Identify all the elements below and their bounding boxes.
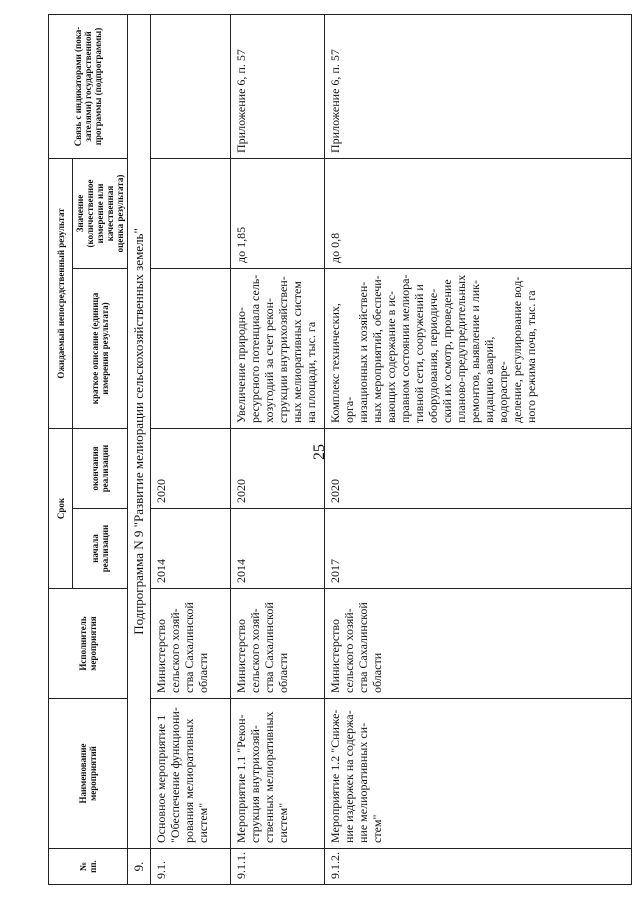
col-header-name: Наименование мероприятий [49,699,128,849]
col-header-term-end: окончания реализации [73,428,128,508]
col-header-term: Срок [49,428,73,588]
row-link: Приложение 6, п. 57 [231,14,325,158]
row-end: 2020 [151,428,231,508]
col-header-executor: Исполнитель мероприятия [49,589,128,699]
row-name: Основное мероприятие 1 "Обеспечение функциони- рования мелиоративных систем" [151,699,231,849]
row-value [151,158,231,268]
col-header-result-desc: краткое описание (единица измерения результата) [73,268,128,428]
row-name: Мероприятие 1.1 "Рекон- струкция внутрихозяй- ственных мелиоративных систем" [231,699,325,849]
col-header-link: Связь с индикаторами (пока- зателями) государственной программы (подпрограммы) [49,14,128,158]
row-end: 2020 [231,428,325,508]
col-header-num: № пп. [49,849,128,885]
row-desc: Комплекс технических, орга- низационных и хозяйствен- ных мероприятий, обеспечи- вающих содержание в ис- правном состоянии мелиора- тивной сети, сооружений и оборудования, периодиче- ский их осмотр, проведение планово-предупредительных ремонтов, выявление и лик- видацию аварий, водораспре- деление, регулирование вод- ного режима почв, тыс. га [325,268,632,428]
row-name: Мероприятие 1.2 "Сниже- ние издержек на содержа- ние мелиоративных си- стем" [325,699,632,849]
row-executor: Министерство сельского хозяй- ства Сахалинской области [325,589,632,699]
col-header-result-value: Значение (количественное измерение или качественная оценка результата) [73,158,128,268]
row-desc [151,268,231,428]
row-executor: Министерство сельского хозяй- ства Сахалинской области [231,589,325,699]
table-row [231,14,325,884]
row-value: до 1,85 [231,158,325,268]
row-end: 2020 [325,428,632,508]
row-value: до 0,8 [325,158,632,268]
row-link: Приложение 6, п. 57 [325,14,632,158]
row-start: 2017 [325,509,632,589]
col-header-result: Ожидаемый непосредственный результат [49,158,73,428]
table-row [151,14,231,884]
row-num: 9.1.2. [325,849,632,885]
page-number: 25 [311,444,328,460]
row-link [151,14,231,158]
row-num: 9.1.1. [231,849,325,885]
row-num: 9.1. [151,849,231,885]
subprogram-title: Подпрограмма N 9 "Развитие мелиорации сельскохозяйственных земель" [128,14,151,848]
rotated-table-container [48,15,632,885]
row-start: 2014 [151,509,231,589]
subprogram-num: 9. [128,849,151,885]
row-start: 2014 [231,509,325,589]
activities-table [48,14,632,885]
subprogram-row [128,14,151,884]
table-row [325,14,632,884]
row-desc: Увеличение природно- ресурсного потенциала сель- хозугодий за счет рекон- струкции внутрихозяйствен- ных мелиоративных систем на площади, тыс. га [231,268,325,428]
header-row-1 [49,14,73,884]
row-executor: Министерство сельского хозяй- ства Сахалинской области [151,589,231,699]
col-header-term-start: начала реализации [73,509,128,589]
